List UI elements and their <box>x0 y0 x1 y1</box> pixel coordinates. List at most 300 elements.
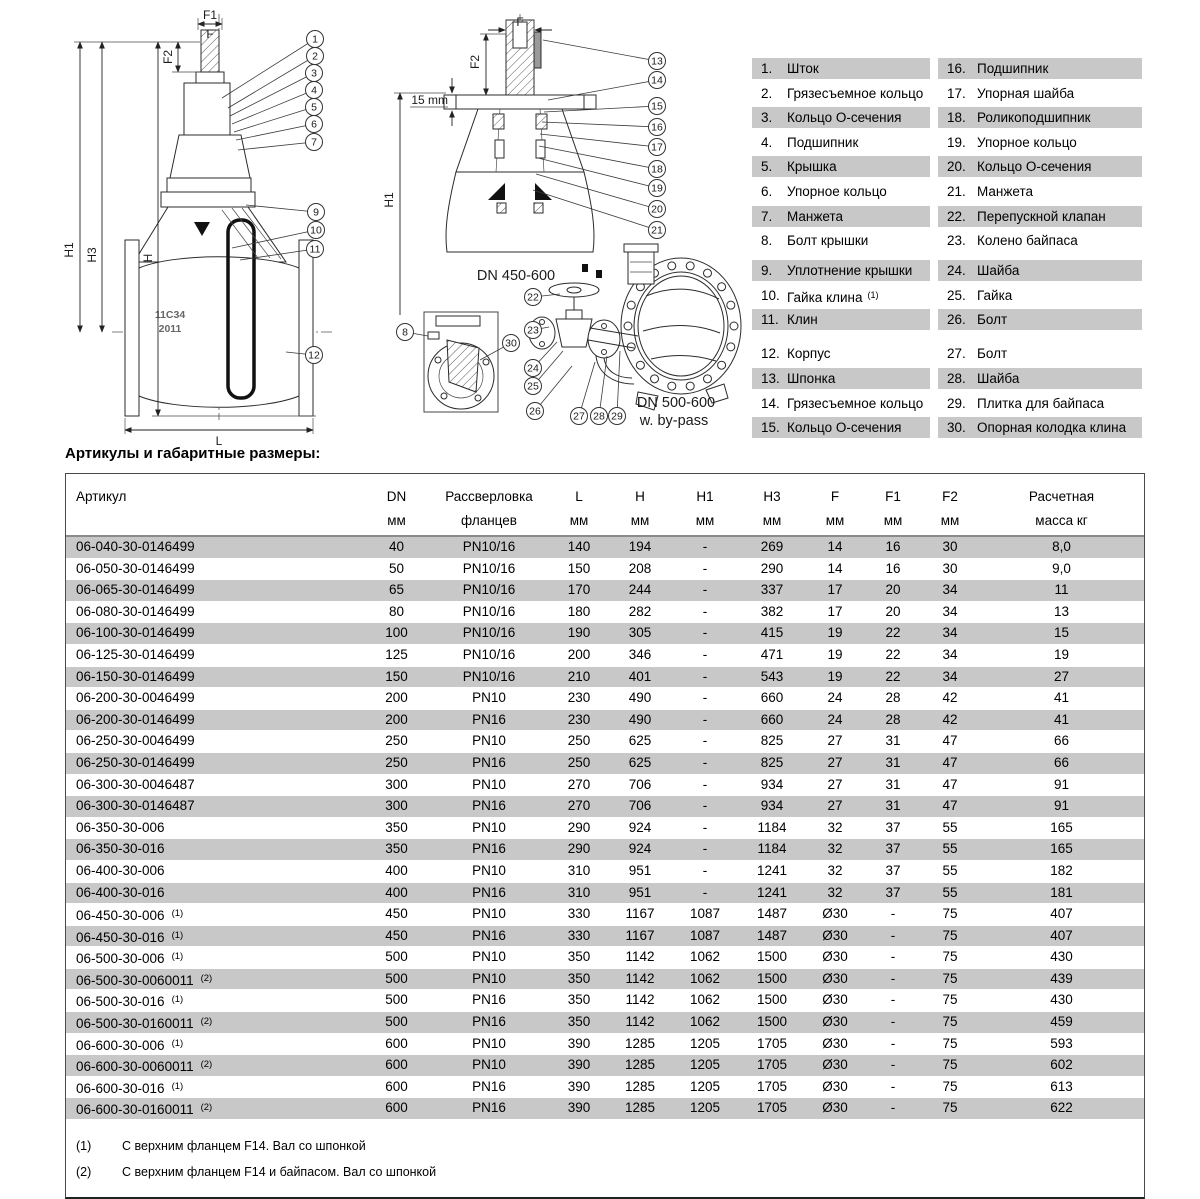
value-cell: Ø30 <box>822 992 848 1008</box>
value-cell: 1184 <box>757 841 787 857</box>
svg-text:12: 12 <box>308 349 320 362</box>
value-cell: PN10/16 <box>462 646 516 662</box>
article-cell: 06-150-30-0146499 <box>76 668 195 684</box>
value-cell: 27 <box>1053 668 1070 684</box>
column-header: Артикул <box>76 489 127 504</box>
legend-item-label: Грязесъемное кольцо <box>787 85 924 101</box>
article-cell: 06-065-30-0146499 <box>76 582 195 598</box>
callout-13 <box>543 40 666 70</box>
table-row <box>66 1034 1144 1056</box>
value-cell: 382 <box>760 603 784 619</box>
column-header: DN <box>386 489 407 504</box>
svg-text:16: 16 <box>651 121 663 134</box>
dimension-h3 <box>85 42 102 332</box>
column-header: F1 <box>885 489 901 504</box>
value-cell: 290 <box>567 819 591 835</box>
legend-item-number: 26. <box>947 312 966 328</box>
value-cell: 390 <box>567 1100 591 1116</box>
article-cell: 06-350-30-006 <box>76 819 165 835</box>
value-cell: 15 <box>1053 625 1070 641</box>
value-cell: Ø30 <box>822 949 848 965</box>
value-cell: Ø30 <box>822 906 848 922</box>
value-cell: 32 <box>827 884 843 900</box>
value-cell: 75 <box>942 927 958 943</box>
section-title: Артикулы и габаритные размеры: <box>65 445 321 462</box>
value-cell: 1705 <box>756 1078 788 1094</box>
column-unit: мм <box>695 513 715 528</box>
value-cell: 951 <box>628 884 652 900</box>
value-cell: 91 <box>1053 798 1070 814</box>
svg-text:2011: 2011 <box>158 323 182 335</box>
value-cell: PN16 <box>472 754 506 770</box>
legend-item-label: Подшипник <box>977 61 1049 76</box>
value-cell: Ø30 <box>822 927 848 943</box>
legend-item-number: 20. <box>947 159 966 175</box>
value-cell: PN10 <box>472 949 506 965</box>
value-cell: 13 <box>1053 603 1070 619</box>
shaft-key <box>534 32 541 68</box>
caption-dn500-600: DN 500-600 <box>636 395 716 411</box>
value-cell: 165 <box>1050 841 1073 857</box>
value-cell: 182 <box>1050 862 1073 878</box>
article-cell: 06-600-30-0060011 $^{(2)}$ <box>76 1059 213 1075</box>
value-cell: PN10 <box>472 1035 506 1051</box>
value-cell: 1500 <box>756 949 788 965</box>
legend-item-number: 28. <box>947 370 966 386</box>
value-cell: 47 <box>942 776 958 792</box>
value-cell: 47 <box>942 754 958 770</box>
value-cell: - <box>890 1078 896 1094</box>
legend-row <box>752 343 1142 364</box>
value-cell: - <box>702 841 708 857</box>
value-cell: 300 <box>385 776 408 792</box>
table-row <box>66 667 1144 689</box>
legend-item-label: Роликоподшипник <box>977 110 1091 126</box>
value-cell: 190 <box>567 625 591 641</box>
value-cell: 42 <box>942 711 958 727</box>
table-row <box>66 926 1144 948</box>
value-cell: 140 <box>567 539 591 554</box>
legend-item-label: Шпонка <box>787 370 836 386</box>
legend-item-number: 8. <box>761 233 773 249</box>
value-cell: 208 <box>628 560 652 576</box>
value-cell: 1184 <box>757 819 787 835</box>
article-cell: 06-200-30-0146499 <box>76 711 195 727</box>
value-cell: 1062 <box>689 1014 721 1030</box>
value-cell: - <box>702 690 708 706</box>
legend-item-number: 19. <box>947 134 966 150</box>
value-cell: 1167 <box>625 906 655 922</box>
article-footnote-mark: (2) <box>200 1102 213 1114</box>
value-cell: 400 <box>385 862 408 878</box>
table-row <box>66 1098 1144 1120</box>
dimension-f2 <box>161 42 200 72</box>
legend-item-label: Опорная колодка клина <box>977 420 1127 436</box>
value-cell: Ø30 <box>822 1014 848 1030</box>
value-cell: 75 <box>942 1100 958 1116</box>
legend-item-label: Корпус <box>787 346 831 362</box>
value-cell: 40 <box>388 539 405 554</box>
svg-text:10: 10 <box>310 224 322 237</box>
value-cell: 290 <box>760 560 784 576</box>
value-cell: - <box>702 646 708 662</box>
value-cell: 91 <box>1053 776 1070 792</box>
value-cell: 1205 <box>689 1035 721 1051</box>
svg-text:H3: H3 <box>85 247 99 263</box>
value-cell: 75 <box>942 1014 958 1030</box>
value-cell: 250 <box>567 754 591 770</box>
value-cell: PN10/16 <box>462 603 516 619</box>
value-cell: PN10 <box>472 690 506 706</box>
value-cell: 282 <box>628 603 652 619</box>
value-cell: 55 <box>942 841 958 857</box>
svg-text:H: H <box>141 253 155 263</box>
value-cell: PN10/16 <box>462 668 516 684</box>
value-cell: 250 <box>385 733 408 749</box>
bypass-valve-illustration <box>525 244 742 429</box>
value-cell: 350 <box>567 992 591 1008</box>
value-cell: 1142 <box>625 992 655 1008</box>
table-row <box>66 753 1144 775</box>
gate-valve-section-view <box>62 8 332 448</box>
value-cell: 490 <box>628 711 652 727</box>
bonnet <box>170 135 250 178</box>
value-cell: Ø30 <box>822 1100 848 1116</box>
legend-item-number: 1. <box>761 61 773 76</box>
legend-item-label: Болт крышки <box>787 233 869 249</box>
value-cell: 200 <box>385 711 408 727</box>
value-cell: PN10 <box>472 733 506 749</box>
column-header: Рассверловка <box>445 489 533 504</box>
table-row <box>66 947 1144 969</box>
value-cell: 401 <box>628 668 652 684</box>
value-cell: 75 <box>942 1078 958 1094</box>
value-cell: 170 <box>567 582 591 598</box>
value-cell: 27 <box>827 733 843 749</box>
table-row <box>66 1012 1144 1034</box>
legend-item-number: 9. <box>761 263 773 279</box>
svg-text:w. by-pass: w. by-pass <box>639 413 709 429</box>
value-cell: 16 <box>885 560 901 576</box>
column-header: L <box>575 489 583 504</box>
value-cell: 1487 <box>756 906 788 922</box>
value-cell: 1087 <box>689 906 721 922</box>
value-cell: 924 <box>628 841 652 857</box>
legend-item-number: 29. <box>947 395 966 411</box>
value-cell: 34 <box>942 668 958 684</box>
value-cell: 30 <box>942 560 958 576</box>
value-cell: 230 <box>567 690 591 706</box>
legend-row <box>752 417 1142 438</box>
table-body <box>66 537 1144 1120</box>
value-cell: 305 <box>628 625 652 641</box>
table-row <box>66 904 1144 926</box>
value-cell: - <box>702 754 708 770</box>
left-flange <box>125 240 139 416</box>
callout-29 <box>609 351 626 425</box>
article-cell: 06-050-30-0146499 <box>76 560 195 576</box>
svg-text:14: 14 <box>651 74 663 87</box>
legend-item-label: Кольцо О-сечения <box>787 110 902 126</box>
legend-item-label: Болт <box>977 312 1008 328</box>
value-cell: 80 <box>388 603 405 619</box>
value-cell: PN10 <box>472 862 506 878</box>
value-cell: 1062 <box>689 949 721 965</box>
value-cell: 1205 <box>689 1057 721 1073</box>
svg-text:9: 9 <box>313 206 319 219</box>
article-cell: 06-350-30-016 <box>76 841 165 857</box>
value-cell: PN10/16 <box>462 539 516 554</box>
legend-item-number: 24. <box>947 263 966 279</box>
legend-footnote-mark: (1) <box>867 289 879 300</box>
dimension-f2 <box>468 34 506 95</box>
value-cell: 270 <box>567 798 591 814</box>
value-cell: 390 <box>567 1035 591 1051</box>
svg-text:F: F <box>516 15 524 29</box>
svg-text:4: 4 <box>311 84 317 97</box>
legend-item-number: 2. <box>761 85 773 101</box>
legend-item-label: Кольцо О-сечения <box>787 420 902 436</box>
article-cell: 06-450-30-016 $^{(1)}$ <box>76 929 184 945</box>
value-cell: 600 <box>385 1100 408 1116</box>
value-cell: 210 <box>567 668 591 684</box>
article-cell: 06-450-30-006 $^{(1)}$ <box>76 908 184 924</box>
table-row <box>66 818 1144 840</box>
table-row <box>66 559 1144 581</box>
value-cell: 706 <box>628 798 652 814</box>
value-cell: 337 <box>760 582 784 598</box>
value-cell: 37 <box>885 884 901 900</box>
value-cell: 459 <box>1050 1014 1073 1030</box>
value-cell: PN16 <box>472 927 506 943</box>
value-cell: PN16 <box>472 1014 506 1030</box>
value-cell: 924 <box>628 819 652 835</box>
value-cell: 22 <box>885 646 901 662</box>
article-cell: 06-200-30-0046499 <box>76 690 195 706</box>
value-cell: 55 <box>942 862 958 878</box>
value-cell: PN16 <box>472 992 506 1008</box>
value-cell: 28 <box>885 711 901 727</box>
article-cell: 06-080-30-0146499 <box>76 603 195 619</box>
footnote-text: С верхним фланцем F14. Вал со шпонкой <box>122 1139 366 1154</box>
legend-item-label: Гайка <box>977 287 1013 303</box>
value-cell: PN16 <box>472 884 506 900</box>
value-cell: 270 <box>567 776 591 792</box>
value-cell: 600 <box>385 1035 408 1051</box>
value-cell: PN10 <box>472 906 506 922</box>
table-row <box>66 990 1144 1012</box>
value-cell: 1062 <box>689 970 721 986</box>
value-cell: 75 <box>942 1035 958 1051</box>
legend-item-number: 11. <box>761 312 779 328</box>
legend-item-number: 7. <box>761 208 773 224</box>
article-cell: 06-300-30-0146487 <box>76 798 195 814</box>
value-cell: 500 <box>385 970 408 986</box>
value-cell: 42 <box>942 690 958 706</box>
value-cell: 30 <box>942 539 958 554</box>
legend-item-number: 22. <box>947 208 966 224</box>
legend-row <box>752 107 1142 128</box>
value-cell: PN10 <box>472 970 506 986</box>
value-cell: 55 <box>942 884 958 900</box>
value-cell: 32 <box>827 841 843 857</box>
value-cell: 31 <box>885 798 901 814</box>
table-row <box>66 580 1144 602</box>
value-cell: 19 <box>827 625 843 641</box>
value-cell: 500 <box>385 949 408 965</box>
value-cell: 22 <box>885 625 901 641</box>
value-cell: 346 <box>628 646 652 662</box>
column-header: H1 <box>696 489 714 504</box>
value-cell: 407 <box>1050 906 1073 922</box>
value-cell: 1062 <box>689 992 721 1008</box>
value-cell: 660 <box>760 690 784 706</box>
legend-item-label: Упорное кольцо <box>787 183 887 199</box>
legend-row <box>752 260 1142 281</box>
svg-text:H1: H1 <box>62 242 76 258</box>
value-cell: - <box>702 560 708 576</box>
bonnet-section-dn450-600 <box>382 14 666 315</box>
column-unit: мм <box>825 513 845 528</box>
svg-text:30: 30 <box>505 337 517 350</box>
value-cell: 24 <box>827 711 843 727</box>
legend-row <box>752 206 1142 227</box>
article-cell: 06-250-30-0146499 <box>76 754 195 770</box>
value-cell: 31 <box>885 733 901 749</box>
legend-item-number: 5. <box>761 159 773 175</box>
legend-row <box>752 83 1142 104</box>
article-footnote-mark: (1) <box>171 908 184 920</box>
value-cell: 250 <box>385 754 408 770</box>
legend-row <box>752 368 1142 389</box>
legend-item-label: Уплотнение крышки <box>787 263 913 279</box>
svg-text:22: 22 <box>527 291 539 304</box>
legend-item-label: Шайба <box>977 370 1020 386</box>
svg-text:13: 13 <box>651 55 663 68</box>
bonnet-bolt <box>428 332 439 339</box>
value-cell: PN10/16 <box>462 625 516 641</box>
value-cell: 269 <box>760 539 784 554</box>
value-cell: 37 <box>885 841 901 857</box>
article-cell: 06-600-30-006 $^{(1)}$ <box>76 1037 184 1053</box>
value-cell: 24 <box>827 690 843 706</box>
value-cell: 250 <box>567 733 591 749</box>
table-row <box>66 1077 1144 1099</box>
value-cell: PN16 <box>472 841 506 857</box>
column-unit: мм <box>569 513 589 528</box>
article-cell: 06-400-30-006 <box>76 862 165 878</box>
value-cell: - <box>890 906 896 922</box>
value-cell: 75 <box>942 992 958 1008</box>
svg-text:15: 15 <box>651 100 663 113</box>
value-cell: 150 <box>385 668 408 684</box>
value-cell: 125 <box>385 646 408 662</box>
value-cell: 400 <box>385 884 408 900</box>
article-footnote-mark: (1) <box>171 994 184 1006</box>
legend-item-number: 14. <box>761 395 780 411</box>
value-cell: 407 <box>1050 927 1073 943</box>
value-cell: 34 <box>942 603 958 619</box>
table-row <box>66 861 1144 883</box>
legend-item-label: Подшипник <box>787 134 859 150</box>
value-cell: 600 <box>385 1078 408 1094</box>
value-cell: - <box>702 582 708 598</box>
value-cell: 300 <box>385 798 408 814</box>
value-cell: 11 <box>1054 582 1069 598</box>
legend-row <box>752 156 1142 177</box>
article-footnote-mark: (2) <box>200 1059 213 1071</box>
column-header: F <box>830 489 840 504</box>
value-cell: 75 <box>942 1057 958 1073</box>
value-cell: 934 <box>760 798 784 814</box>
svg-text:6: 6 <box>311 118 317 131</box>
legend-item-label: Перепускной клапан <box>977 208 1106 224</box>
value-cell: 450 <box>385 906 408 922</box>
value-cell: 310 <box>567 884 591 900</box>
value-cell: 1142 <box>625 1014 655 1030</box>
svg-text:L: L <box>215 434 223 448</box>
value-cell: PN10 <box>472 1057 506 1073</box>
value-cell: 390 <box>567 1078 591 1094</box>
value-cell: 1142 <box>625 949 655 965</box>
value-cell: 230 <box>567 711 591 727</box>
dimension-h1 <box>382 93 446 315</box>
svg-text:H1: H1 <box>382 192 396 208</box>
value-cell: 41 <box>1053 711 1070 727</box>
value-cell: 1285 <box>624 1035 656 1051</box>
footnote <box>76 1133 1144 1159</box>
value-cell: 19 <box>827 646 843 662</box>
value-cell: Ø30 <box>822 1035 848 1051</box>
value-cell: 17 <box>827 582 843 598</box>
value-cell: 22 <box>885 668 901 684</box>
value-cell: 602 <box>1050 1057 1073 1073</box>
svg-text:19: 19 <box>651 182 663 195</box>
svg-text:1: 1 <box>312 33 318 46</box>
svg-text:24: 24 <box>527 362 539 375</box>
value-cell: 66 <box>1053 733 1070 749</box>
legend-item-number: 6. <box>761 183 773 199</box>
legend-row <box>752 58 1142 79</box>
value-cell: 16 <box>885 539 901 554</box>
column-unit: мм <box>883 513 903 528</box>
article-cell: 06-600-30-0160011 $^{(2)}$ <box>76 1102 213 1118</box>
value-cell: PN16 <box>472 1100 506 1116</box>
value-cell: 27 <box>827 776 843 792</box>
value-cell: 181 <box>1050 884 1073 900</box>
value-cell: - <box>890 970 896 986</box>
value-cell: - <box>702 776 708 792</box>
article-footnote-mark: (1) <box>171 951 184 963</box>
legend-item-label: Шток <box>787 61 819 76</box>
article-cell: 06-500-30-016 $^{(1)}$ <box>76 994 184 1010</box>
value-cell: 439 <box>1050 970 1073 986</box>
value-cell: 34 <box>942 646 958 662</box>
article-footnote-mark: (1) <box>171 1080 184 1092</box>
value-cell: 32 <box>827 862 843 878</box>
article-cell: 06-500-30-0160011 $^{(2)}$ <box>76 1016 213 1032</box>
value-cell: 330 <box>567 927 591 943</box>
legend-item-number: 13. <box>761 370 780 386</box>
value-cell: 17 <box>827 603 843 619</box>
value-cell: 200 <box>567 646 591 662</box>
value-cell: 14 <box>827 560 843 576</box>
legend-item-label: Шайба <box>977 263 1020 279</box>
value-cell: 34 <box>942 582 958 598</box>
dimension-plate-15mm <box>410 78 452 126</box>
legend-item-label: Кольцо О-сечения <box>977 159 1092 175</box>
table-row <box>66 602 1144 624</box>
